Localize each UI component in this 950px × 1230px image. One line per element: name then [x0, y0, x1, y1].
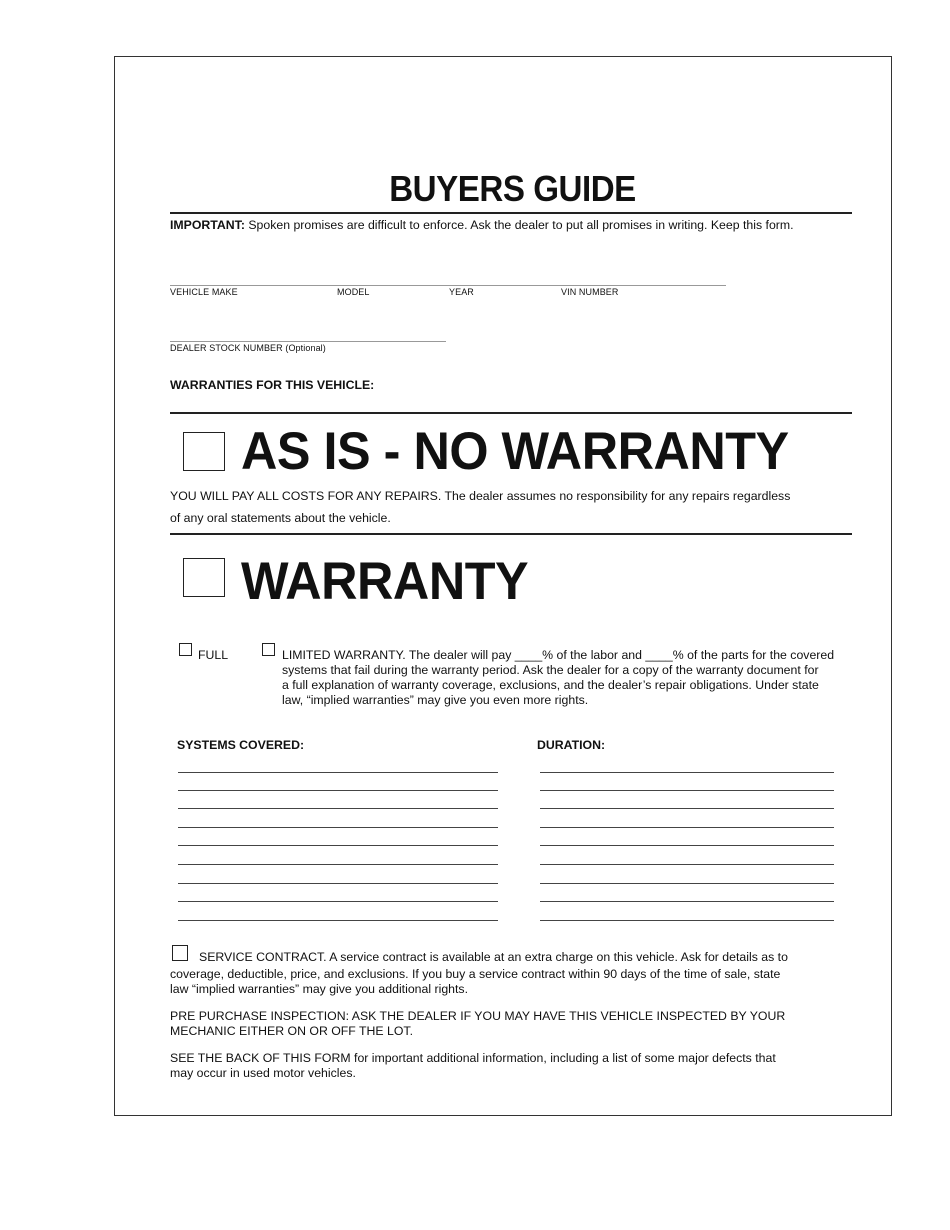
important-notice	[170, 218, 794, 232]
systems-covered-line[interactable]	[178, 772, 498, 773]
service-contract-checkbox[interactable]	[172, 945, 188, 961]
systems-covered-line[interactable]	[178, 790, 498, 791]
stock-number-label: DEALER STOCK NUMBER (Optional)	[170, 343, 326, 353]
warranties-heading: WARRANTIES FOR THIS VEHICLE:	[170, 378, 375, 392]
limited-warranty-checkbox[interactable]	[262, 643, 275, 656]
see-back-line2: may occur in used motor vehicles.	[170, 1066, 356, 1080]
duration-heading: DURATION:	[537, 738, 606, 752]
full-warranty-checkbox[interactable]	[179, 643, 192, 656]
as-is-checkbox[interactable]	[183, 432, 225, 471]
year-label: YEAR	[449, 287, 474, 297]
systems-covered-line[interactable]	[178, 920, 498, 921]
limited-line4: law, “implied warranties” may give you even more rights.	[282, 693, 589, 707]
duration-line[interactable]	[540, 772, 834, 773]
systems-covered-line[interactable]	[178, 808, 498, 809]
warranty-heading: WARRANTY	[241, 552, 529, 611]
duration-line[interactable]	[540, 883, 834, 884]
form-title: BUYERS GUIDE	[389, 168, 636, 209]
duration-line[interactable]	[540, 920, 834, 921]
limited-line1: LIMITED WARRANTY. The dealer will pay ____% of the labor and ____% of the parts for the covered	[282, 648, 835, 662]
limited-line2: systems that fail during the warranty period. Ask the dealer for a copy of the warranty document for	[282, 663, 819, 677]
duration-line[interactable]	[540, 790, 834, 791]
systems-covered-line[interactable]	[178, 883, 498, 884]
model-label: MODEL	[337, 287, 370, 297]
full-warranty-label: FULL	[198, 648, 229, 662]
see-back-line1: SEE THE BACK OF THIS FORM for important additional information, including a list of some major defects that	[170, 1051, 776, 1065]
important-label: IMPORTANT:	[170, 218, 245, 232]
pre-purchase-line1: PRE PURCHASE INSPECTION: ASK THE DEALER IF YOU MAY HAVE THIS VEHICLE INSPECTED BY YOUR	[170, 1009, 786, 1023]
service-contract-line2: coverage, deductible, price, and exclusions. If you buy a service contract within 90 days of the time of sale, state	[170, 967, 781, 981]
duration-line[interactable]	[540, 864, 834, 865]
vehicle-make-label: VEHICLE MAKE	[170, 287, 238, 297]
duration-line[interactable]	[540, 845, 834, 846]
stock-number-line[interactable]	[170, 341, 446, 342]
vin-label: VIN NUMBER	[561, 287, 619, 297]
as-is-line2: of any oral statements about the vehicle.	[170, 511, 391, 525]
warranty-top-rule	[170, 533, 852, 535]
limited-line3: a full explanation of warranty coverage, exclusions, and the dealer’s repair obligations. Under state	[282, 678, 819, 692]
service-contract-line1: SERVICE CONTRACT. A service contract is available at an extra charge on this vehicle. Ask for details as to	[199, 950, 788, 964]
warranty-checkbox[interactable]	[183, 558, 225, 597]
duration-line[interactable]	[540, 827, 834, 828]
systems-covered-line[interactable]	[178, 827, 498, 828]
as-is-heading: AS IS - NO WARRANTY	[241, 422, 789, 481]
systems-covered-heading: SYSTEMS COVERED:	[177, 738, 305, 752]
vehicle-info-line[interactable]	[170, 285, 726, 286]
important-text: Spoken promises are difficult to enforce. Ask the dealer to put all promises in writing. Keep this form.	[248, 218, 794, 232]
duration-line[interactable]	[540, 901, 834, 902]
systems-covered-line[interactable]	[178, 901, 498, 902]
systems-covered-line[interactable]	[178, 864, 498, 865]
service-contract-line3: law “implied warranties” may give you additional rights.	[170, 982, 468, 996]
limited-warranty-text	[282, 648, 872, 708]
pre-purchase-line2: MECHANIC EITHER ON OR OFF THE LOT.	[170, 1024, 413, 1038]
as-is-line1: YOU WILL PAY ALL COSTS FOR ANY REPAIRS. The dealer assumes no responsibility for any repairs regardless	[170, 489, 791, 503]
duration-line[interactable]	[540, 808, 834, 809]
systems-covered-line[interactable]	[178, 845, 498, 846]
as-is-top-rule	[170, 412, 852, 414]
title-rule	[170, 212, 852, 214]
